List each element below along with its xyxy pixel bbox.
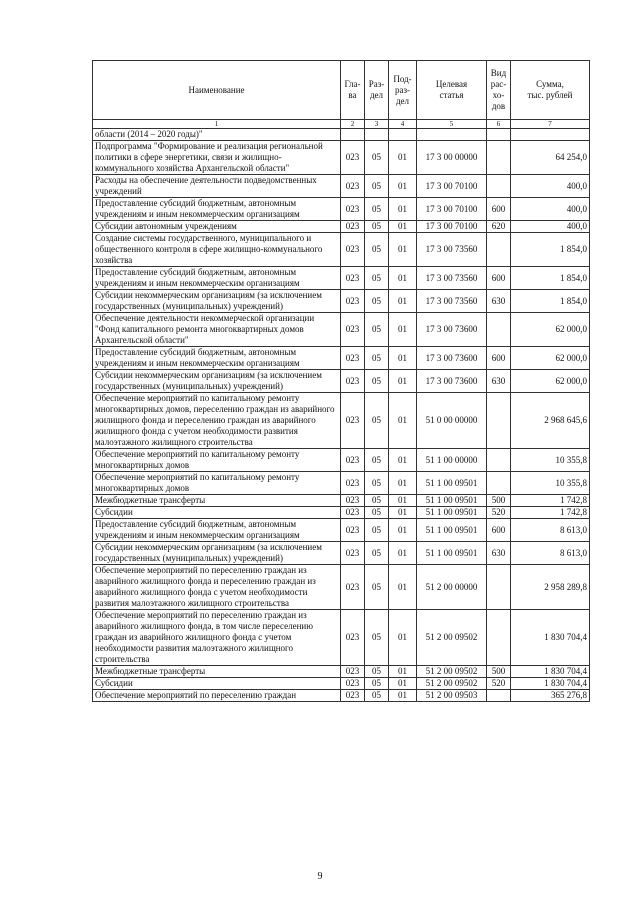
table-row (93, 347, 590, 370)
cell-vid (487, 690, 511, 702)
table-row (93, 175, 590, 198)
table-row (93, 233, 590, 267)
cell-target: 51 0 00 00000 (417, 393, 487, 449)
cell-vid: 630 (487, 542, 511, 565)
cell-glava: 023 (341, 507, 365, 519)
header-target: Целевая статья (417, 61, 487, 120)
cell-podrazdel: 01 (389, 565, 417, 610)
cell-razdel: 05 (365, 565, 389, 610)
header-razdel: Раз- дел (365, 61, 389, 120)
cell-podrazdel: 01 (389, 233, 417, 267)
col-num-1: 1 (93, 120, 341, 129)
cell-sum: 400,0 (511, 198, 590, 221)
cell-target: 51 2 00 09502 (417, 678, 487, 690)
cell-sum: 1 854,0 (511, 290, 590, 313)
cell-razdel: 05 (365, 542, 389, 565)
table-row (93, 393, 590, 449)
cell-podrazdel (389, 129, 417, 141)
table-row (93, 542, 590, 565)
cell-name: области (2014 – 2020 годы)" (93, 129, 341, 141)
cell-sum: 2 968 645,6 (511, 393, 590, 449)
cell-vid: 520 (487, 678, 511, 690)
cell-razdel: 05 (365, 610, 389, 666)
cell-vid: 600 (487, 519, 511, 542)
cell-sum: 1 830 704,4 (511, 666, 590, 678)
cell-razdel: 05 (365, 519, 389, 542)
cell-glava: 023 (341, 141, 365, 175)
cell-name: Обеспечение мероприятий по переселению граждан из аварийного жилищного фонда, в том числе переселению граждан из аварийного жилищного фонда с учетом необходимости развития малоэтажного жилищного строительства (93, 610, 341, 666)
cell-glava: 023 (341, 565, 365, 610)
cell-name: Субсидии автономным учреждениям (93, 221, 341, 233)
cell-podrazdel: 01 (389, 313, 417, 347)
cell-podrazdel: 01 (389, 610, 417, 666)
cell-glava: 023 (341, 370, 365, 393)
cell-name: Межбюджетные трансферты (93, 495, 341, 507)
cell-name: Межбюджетные трансферты (93, 666, 341, 678)
cell-razdel: 05 (365, 678, 389, 690)
cell-glava: 023 (341, 472, 365, 495)
cell-razdel: 05 (365, 175, 389, 198)
table-row (93, 449, 590, 472)
cell-podrazdel: 01 (389, 370, 417, 393)
cell-sum (511, 129, 590, 141)
cell-vid (487, 393, 511, 449)
cell-name: Обеспечение мероприятий по переселению граждан (93, 690, 341, 702)
cell-target: 17 3 00 70100 (417, 221, 487, 233)
cell-vid (487, 565, 511, 610)
table-row (93, 690, 590, 702)
cell-name: Обеспечение мероприятий по капитальному ремонту многоквартирных домов (93, 472, 341, 495)
cell-razdel: 05 (365, 347, 389, 370)
cell-vid (487, 449, 511, 472)
table-row (93, 198, 590, 221)
cell-sum: 400,0 (511, 175, 590, 198)
cell-sum: 2 958 289,8 (511, 565, 590, 610)
cell-sum: 10 355,8 (511, 449, 590, 472)
budget-table (92, 60, 590, 702)
cell-sum: 365 276,8 (511, 690, 590, 702)
cell-sum: 62 000,0 (511, 313, 590, 347)
cell-sum: 1 830 704,4 (511, 678, 590, 690)
cell-podrazdel: 01 (389, 666, 417, 678)
cell-name: Создание системы государственного, муниципального и общественного контроля в сфере жилищно-коммунального хозяйства (93, 233, 341, 267)
cell-target: 51 2 00 09502 (417, 610, 487, 666)
cell-podrazdel: 01 (389, 221, 417, 233)
cell-sum: 8 613,0 (511, 542, 590, 565)
cell-name: Обеспечение мероприятий по переселению граждан из аварийного жилищного фонда и переселению граждан из аварийного жилищного фонда с учетом необходимости развития малоэтажного жилищного строительства (93, 565, 341, 610)
cell-name: Расходы на обеспечение деятельности подведомственных учреждений (93, 175, 341, 198)
header-sum: Сумма, тыс. рублей (511, 61, 590, 120)
cell-glava: 023 (341, 393, 365, 449)
cell-sum: 62 000,0 (511, 347, 590, 370)
cell-glava: 023 (341, 519, 365, 542)
cell-vid: 500 (487, 495, 511, 507)
cell-sum: 10 355,8 (511, 472, 590, 495)
cell-sum: 8 613,0 (511, 519, 590, 542)
cell-target: 17 3 00 73600 (417, 347, 487, 370)
cell-razdel: 05 (365, 198, 389, 221)
header-name: Наименование (93, 61, 341, 120)
cell-name: Предоставление субсидий бюджетным, автономным учреждениям и иным некоммерческим организациям (93, 267, 341, 290)
cell-name: Обеспечение мероприятий по капитальному ремонту многоквартирных домов, переселению граждан из аварийного жилищного фонда и переселению граждан из аварийного жилищного фонда с учетом необходимости развития малоэтажного жилищного строительства (93, 393, 341, 449)
cell-podrazdel: 01 (389, 472, 417, 495)
table-row (93, 610, 590, 666)
cell-glava: 023 (341, 233, 365, 267)
cell-vid (487, 175, 511, 198)
cell-razdel (365, 129, 389, 141)
cell-name: Подпрограмма "Формирование и реализация региональной политики в сфере энергетики, связи и жилищно-коммунального хозяйства Архангельской области" (93, 141, 341, 175)
cell-razdel: 05 (365, 690, 389, 702)
cell-razdel: 05 (365, 141, 389, 175)
cell-name: Субсидии некоммерческим организациям (за исключением государственных (муниципальных) учреждений) (93, 370, 341, 393)
cell-vid: 520 (487, 507, 511, 519)
cell-podrazdel: 01 (389, 141, 417, 175)
cell-target: 51 1 00 09501 (417, 507, 487, 519)
column-number-row (93, 120, 590, 129)
table-row (93, 267, 590, 290)
cell-glava: 023 (341, 610, 365, 666)
cell-glava: 023 (341, 267, 365, 290)
cell-vid: 600 (487, 267, 511, 290)
cell-sum: 1 854,0 (511, 267, 590, 290)
cell-target: 51 1 00 09501 (417, 519, 487, 542)
table-row (93, 129, 590, 141)
cell-vid: 500 (487, 666, 511, 678)
cell-target: 51 2 00 09503 (417, 690, 487, 702)
table-row (93, 519, 590, 542)
cell-vid: 630 (487, 290, 511, 313)
page-number: 9 (317, 871, 323, 882)
table-row (93, 565, 590, 610)
cell-glava: 023 (341, 347, 365, 370)
header-glava: Гла- ва (341, 61, 365, 120)
cell-razdel: 05 (365, 290, 389, 313)
cell-glava: 023 (341, 666, 365, 678)
cell-sum: 64 254,0 (511, 141, 590, 175)
cell-sum: 1 742,8 (511, 495, 590, 507)
cell-podrazdel: 01 (389, 393, 417, 449)
cell-vid (487, 141, 511, 175)
cell-name: Предоставление субсидий бюджетным, автономным учреждениям и иным некоммерческим организациям (93, 519, 341, 542)
cell-vid (487, 233, 511, 267)
table-row (93, 370, 590, 393)
cell-glava: 023 (341, 198, 365, 221)
cell-podrazdel: 01 (389, 198, 417, 221)
cell-target: 51 1 00 09501 (417, 495, 487, 507)
cell-target: 51 1 00 09501 (417, 472, 487, 495)
cell-podrazdel: 01 (389, 267, 417, 290)
cell-target: 17 3 00 73560 (417, 290, 487, 313)
cell-razdel: 05 (365, 507, 389, 519)
cell-target: 17 3 00 70100 (417, 175, 487, 198)
table-header-row (93, 61, 590, 120)
cell-razdel: 05 (365, 449, 389, 472)
cell-vid: 630 (487, 370, 511, 393)
cell-razdel: 05 (365, 313, 389, 347)
table-row (93, 221, 590, 233)
cell-target: 17 3 00 73600 (417, 370, 487, 393)
cell-podrazdel: 01 (389, 690, 417, 702)
cell-glava: 023 (341, 290, 365, 313)
cell-name: Субсидии (93, 678, 341, 690)
cell-vid (487, 472, 511, 495)
cell-vid: 600 (487, 347, 511, 370)
cell-glava: 023 (341, 690, 365, 702)
cell-target: 51 2 00 09502 (417, 666, 487, 678)
col-num-5: 5 (417, 120, 487, 129)
cell-glava: 023 (341, 495, 365, 507)
header-vid: Вид рас- хо- дов (487, 61, 511, 120)
cell-razdel: 05 (365, 666, 389, 678)
cell-razdel: 05 (365, 495, 389, 507)
table-body (93, 129, 590, 702)
cell-glava: 023 (341, 175, 365, 198)
cell-vid: 620 (487, 221, 511, 233)
cell-glava (341, 129, 365, 141)
cell-target: 17 3 00 73600 (417, 313, 487, 347)
cell-name: Предоставление субсидий бюджетным, автономным учреждениям и иным некоммерческим организациям (93, 347, 341, 370)
cell-podrazdel: 01 (389, 519, 417, 542)
cell-podrazdel: 01 (389, 347, 417, 370)
cell-vid (487, 313, 511, 347)
cell-sum: 1 742,8 (511, 507, 590, 519)
cell-sum: 1 830 704,4 (511, 610, 590, 666)
cell-sum: 62 000,0 (511, 370, 590, 393)
cell-name: Предоставление субсидий бюджетным, автономным учреждениям и иным некоммерческим организациям (93, 198, 341, 221)
cell-razdel: 05 (365, 472, 389, 495)
cell-glava: 023 (341, 313, 365, 347)
cell-razdel: 05 (365, 393, 389, 449)
cell-glava: 023 (341, 542, 365, 565)
cell-sum: 400,0 (511, 221, 590, 233)
cell-podrazdel: 01 (389, 175, 417, 198)
table-row (93, 678, 590, 690)
col-num-4: 4 (389, 120, 417, 129)
cell-target: 17 3 00 00000 (417, 141, 487, 175)
cell-target: 17 3 00 73560 (417, 267, 487, 290)
cell-name: Субсидии некоммерческим организациям (за исключением государственных (муниципальных) учреждений) (93, 290, 341, 313)
cell-target: 51 1 00 09501 (417, 542, 487, 565)
table-row (93, 313, 590, 347)
cell-target (417, 129, 487, 141)
cell-podrazdel: 01 (389, 507, 417, 519)
table-row (93, 666, 590, 678)
cell-razdel: 05 (365, 221, 389, 233)
cell-target: 17 3 00 73560 (417, 233, 487, 267)
cell-glava: 023 (341, 221, 365, 233)
cell-name: Субсидии (93, 507, 341, 519)
cell-razdel: 05 (365, 267, 389, 290)
cell-name: Субсидии некоммерческим организациям (за исключением государственных (муниципальных) учреждений) (93, 542, 341, 565)
table-row (93, 290, 590, 313)
cell-target: 51 2 00 00000 (417, 565, 487, 610)
col-num-3: 3 (365, 120, 389, 129)
header-podrazdel: Под- раз- дел (389, 61, 417, 120)
cell-name: Обеспечение мероприятий по капитальному ремонту многоквартирных домов (93, 449, 341, 472)
cell-glava: 023 (341, 449, 365, 472)
table-row (93, 141, 590, 175)
table-row (93, 495, 590, 507)
col-num-7: 7 (511, 120, 590, 129)
cell-vid: 600 (487, 198, 511, 221)
cell-podrazdel: 01 (389, 495, 417, 507)
cell-name: Обеспечение деятельности некоммерческой организации "Фонд капитального ремонта многоквартирных домов Архангельской области" (93, 313, 341, 347)
cell-razdel: 05 (365, 370, 389, 393)
cell-podrazdel: 01 (389, 542, 417, 565)
cell-target: 17 3 00 70100 (417, 198, 487, 221)
cell-podrazdel: 01 (389, 290, 417, 313)
table-row (93, 472, 590, 495)
cell-vid (487, 129, 511, 141)
cell-razdel: 05 (365, 233, 389, 267)
col-num-6: 6 (487, 120, 511, 129)
table-row (93, 507, 590, 519)
cell-podrazdel: 01 (389, 678, 417, 690)
cell-podrazdel: 01 (389, 449, 417, 472)
cell-vid (487, 610, 511, 666)
cell-glava: 023 (341, 678, 365, 690)
cell-target: 51 1 00 00000 (417, 449, 487, 472)
col-num-2: 2 (341, 120, 365, 129)
cell-sum: 1 854,0 (511, 233, 590, 267)
